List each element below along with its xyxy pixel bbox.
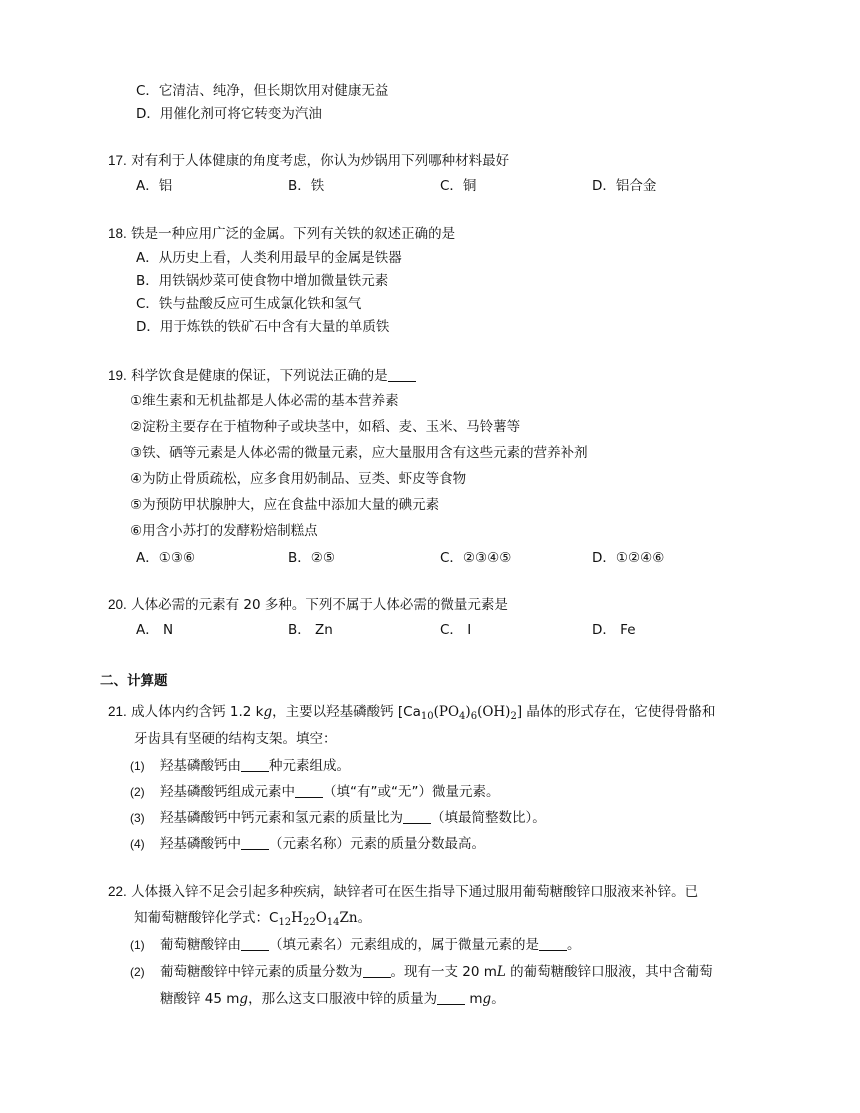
q21-sub-6: 6	[470, 711, 478, 722]
q19-item-4: ④为防止骨质疏松，应多食用奶制品、豆类、虾皮等食物	[130, 471, 467, 487]
q19-item-5: ⑤为预防甲状腺肿大，应在食盐中添加大量的碘元素	[130, 497, 440, 513]
q22-stem-line2	[134, 908, 371, 933]
q22-sub2-text-a: 葡萄糖酸锌中锌元素的质量分数为	[160, 964, 363, 980]
q22-subquestion-2	[130, 962, 713, 982]
q21-subquestion-2	[130, 782, 499, 802]
q22-sub-14: 14	[326, 917, 340, 928]
q21-sub1-text-b: 种元素组成。	[269, 758, 350, 774]
q21-unit-g: g	[263, 704, 273, 720]
q21-sub3-text-a: 羟基磷酸钙中钙元素和氢元素的质量比为	[160, 810, 403, 826]
q21-sub-10: 10	[420, 711, 434, 722]
q17-number: 17.	[108, 153, 127, 168]
q17-stem	[108, 151, 509, 171]
q21-paren: )	[465, 704, 471, 720]
q21-sub1-number: (1)	[130, 759, 145, 773]
q22-sub1-blank-2	[539, 936, 567, 951]
q19-option-d: D．①②④⑥	[592, 550, 665, 566]
q22-sub2-line2-b: ，那么这支口服液中锌的质量为	[248, 991, 438, 1007]
q22-stem-line1	[108, 882, 698, 902]
q16-option-d: D．用催化剂可将它转变为汽油	[136, 106, 322, 122]
q22-sub2-line2-end: 。	[491, 991, 505, 1007]
section-title: 二、计算题	[100, 673, 168, 689]
q21-sub3-blank	[403, 809, 431, 824]
q21-po4: (PO	[433, 704, 460, 720]
q19-item-1: ①维生素和无机盐都是人体必需的基本营养素	[130, 393, 399, 409]
q22-sub2-line2-a: 糖酸锌 45 m	[160, 991, 240, 1007]
q22-sub1-number: (1)	[130, 938, 145, 952]
q21-close: ]	[516, 704, 523, 720]
q22-end: 。	[357, 910, 372, 926]
q21-sub2-text-b: （填“有”或“无”）微量元素。	[323, 784, 500, 800]
q22-subquestion-1	[130, 935, 581, 955]
q21-subquestion-1	[130, 756, 350, 776]
q21-subquestion-3	[130, 808, 546, 828]
q21-sub4-blank	[241, 835, 269, 850]
q22-sub1-blank-1	[241, 936, 269, 951]
q22-sub1-text-a: 葡萄糖酸锌由	[160, 937, 241, 953]
q22-sub1-text-b: （填元素名）元素组成的，属于微量元素的是	[269, 937, 539, 953]
q19-item-6: ⑥用含小苏打的发酵粉焙制糕点	[130, 523, 318, 539]
q21-sub2-number: (2)	[130, 785, 145, 799]
q19-item-3: ③铁、硒等元素是人体必需的微量元素，应大量服用含有这些元素的营养补剂	[130, 445, 588, 461]
q22-h: H	[291, 910, 303, 926]
q22-sub2-text-c: 的葡萄糖酸锌口服液，其中含葡萄	[505, 964, 713, 980]
q22-sub2-blank-2	[437, 990, 465, 1005]
q22-sub1-text-c: 。	[567, 937, 581, 953]
q16-option-c: C．它清洁、纯净，但长期饮用对健康无益	[136, 83, 389, 99]
q22-sub2-line2-c: m	[465, 991, 483, 1007]
q20-option-d: D． Fe	[592, 622, 636, 638]
q21-text-a: 成人体内约含钙 1.2 k	[131, 704, 264, 720]
q21-sub4-number: (4)	[130, 837, 145, 851]
q19-option-a: A．①③⑥	[136, 550, 196, 566]
q21-sub1-text-a: 羟基磷酸钙由	[160, 758, 241, 774]
q18-stem	[108, 224, 455, 244]
q22-unit-l: L	[496, 964, 506, 980]
q22-zn: Zn	[339, 910, 358, 926]
q21-sub-2: 2	[510, 711, 517, 722]
q19-number: 19.	[108, 368, 127, 383]
q18-option-b: B．用铁锅炒菜可使食物中增加微量铁元素	[136, 273, 389, 289]
q20-option-c: C． I	[440, 622, 472, 638]
q21-sub4-text-b: （元素名称）元素的质量分数最高。	[269, 836, 485, 852]
q18-option-a: A．从历史上看，人类利用最早的金属是铁器	[136, 250, 402, 266]
q21-sub1-blank	[241, 757, 269, 772]
q22-number: 22.	[108, 884, 127, 899]
q21-sub2-text-a: 羟基磷酸钙组成元素中	[160, 784, 295, 800]
q22-unit-g1: g	[239, 991, 249, 1007]
q21-sub4-text-a: 羟基磷酸钙中	[160, 836, 241, 852]
q22-text-line1: 人体摄入锌不足会引起多种疾病，缺锌者可在医生指导下通过服用葡萄糖酸锌口服液来补锌。已	[131, 884, 699, 900]
q17-option-d: D．铝合金	[592, 178, 657, 194]
q22-o: O	[315, 910, 327, 926]
q21-subquestion-4	[130, 834, 485, 854]
q22-unit-g2: g	[482, 991, 492, 1007]
q20-text: 人体必需的元素有 20 多种。下列不属于人体必需的微量元素是	[131, 597, 508, 613]
q22-text-line2: 知葡萄糖酸锌化学式：C	[134, 910, 279, 926]
q20-number: 20.	[108, 597, 127, 612]
q19-stem	[108, 366, 416, 386]
q21-stem-line1	[108, 702, 715, 727]
q21-sub-4: 4	[459, 711, 466, 722]
q19-option-c: C．②③④⑤	[440, 550, 512, 566]
q20-option-b: B． Zn	[288, 622, 333, 638]
q22-sub2-text-b: 。现有一支 20 m	[390, 964, 497, 980]
q17-option-b: B．铁	[288, 178, 325, 194]
q21-text-b: ，主要以羟基磷酸钙 [Ca	[272, 704, 421, 720]
q22-sub-12: 12	[278, 917, 292, 928]
q19-item-2: ②淀粉主要存在于植物种子或块茎中，如稻、麦、玉米、马铃薯等	[130, 419, 521, 435]
q21-text-c: 晶体的形式存在，它使得骨骼和	[522, 704, 716, 720]
q19-option-b: B．②⑤	[288, 550, 335, 566]
q21-number: 21.	[108, 704, 127, 719]
q21-sub3-number: (3)	[130, 811, 145, 825]
q17-option-c: C．铜	[440, 178, 477, 194]
q18-text: 铁是一种应用广泛的金属。下列有关铁的叙述正确的是	[131, 226, 456, 242]
q19-answer-blank	[388, 367, 416, 382]
q22-sub-22: 22	[302, 917, 316, 928]
q22-subquestion-2-line2	[160, 989, 505, 1009]
q17-text: 对有利于人体健康的角度考虑，你认为炒锅用下列哪种材料最好	[131, 153, 510, 169]
q18-number: 18.	[108, 226, 127, 241]
q19-text: 科学饮食是健康的保证，下列说法正确的是	[131, 368, 388, 384]
q21-stem-line2: 牙齿具有坚硬的结构支架。填空：	[134, 731, 337, 747]
q22-sub2-blank-1	[363, 963, 391, 978]
q18-option-d: D．用于炼铁的铁矿石中含有大量的单质铁	[136, 319, 390, 335]
q20-option-a: A． N	[136, 622, 174, 638]
q21-sub2-blank	[295, 783, 323, 798]
q20-stem	[108, 595, 508, 615]
q22-sub2-number: (2)	[130, 965, 145, 979]
q21-oh: (OH)	[477, 704, 511, 720]
q17-option-a: A．铝	[136, 178, 173, 194]
q21-sub3-text-b: （填最简整数比）。	[431, 810, 546, 826]
q18-option-c: C．铁与盐酸反应可生成氯化铁和氢气	[136, 296, 362, 312]
